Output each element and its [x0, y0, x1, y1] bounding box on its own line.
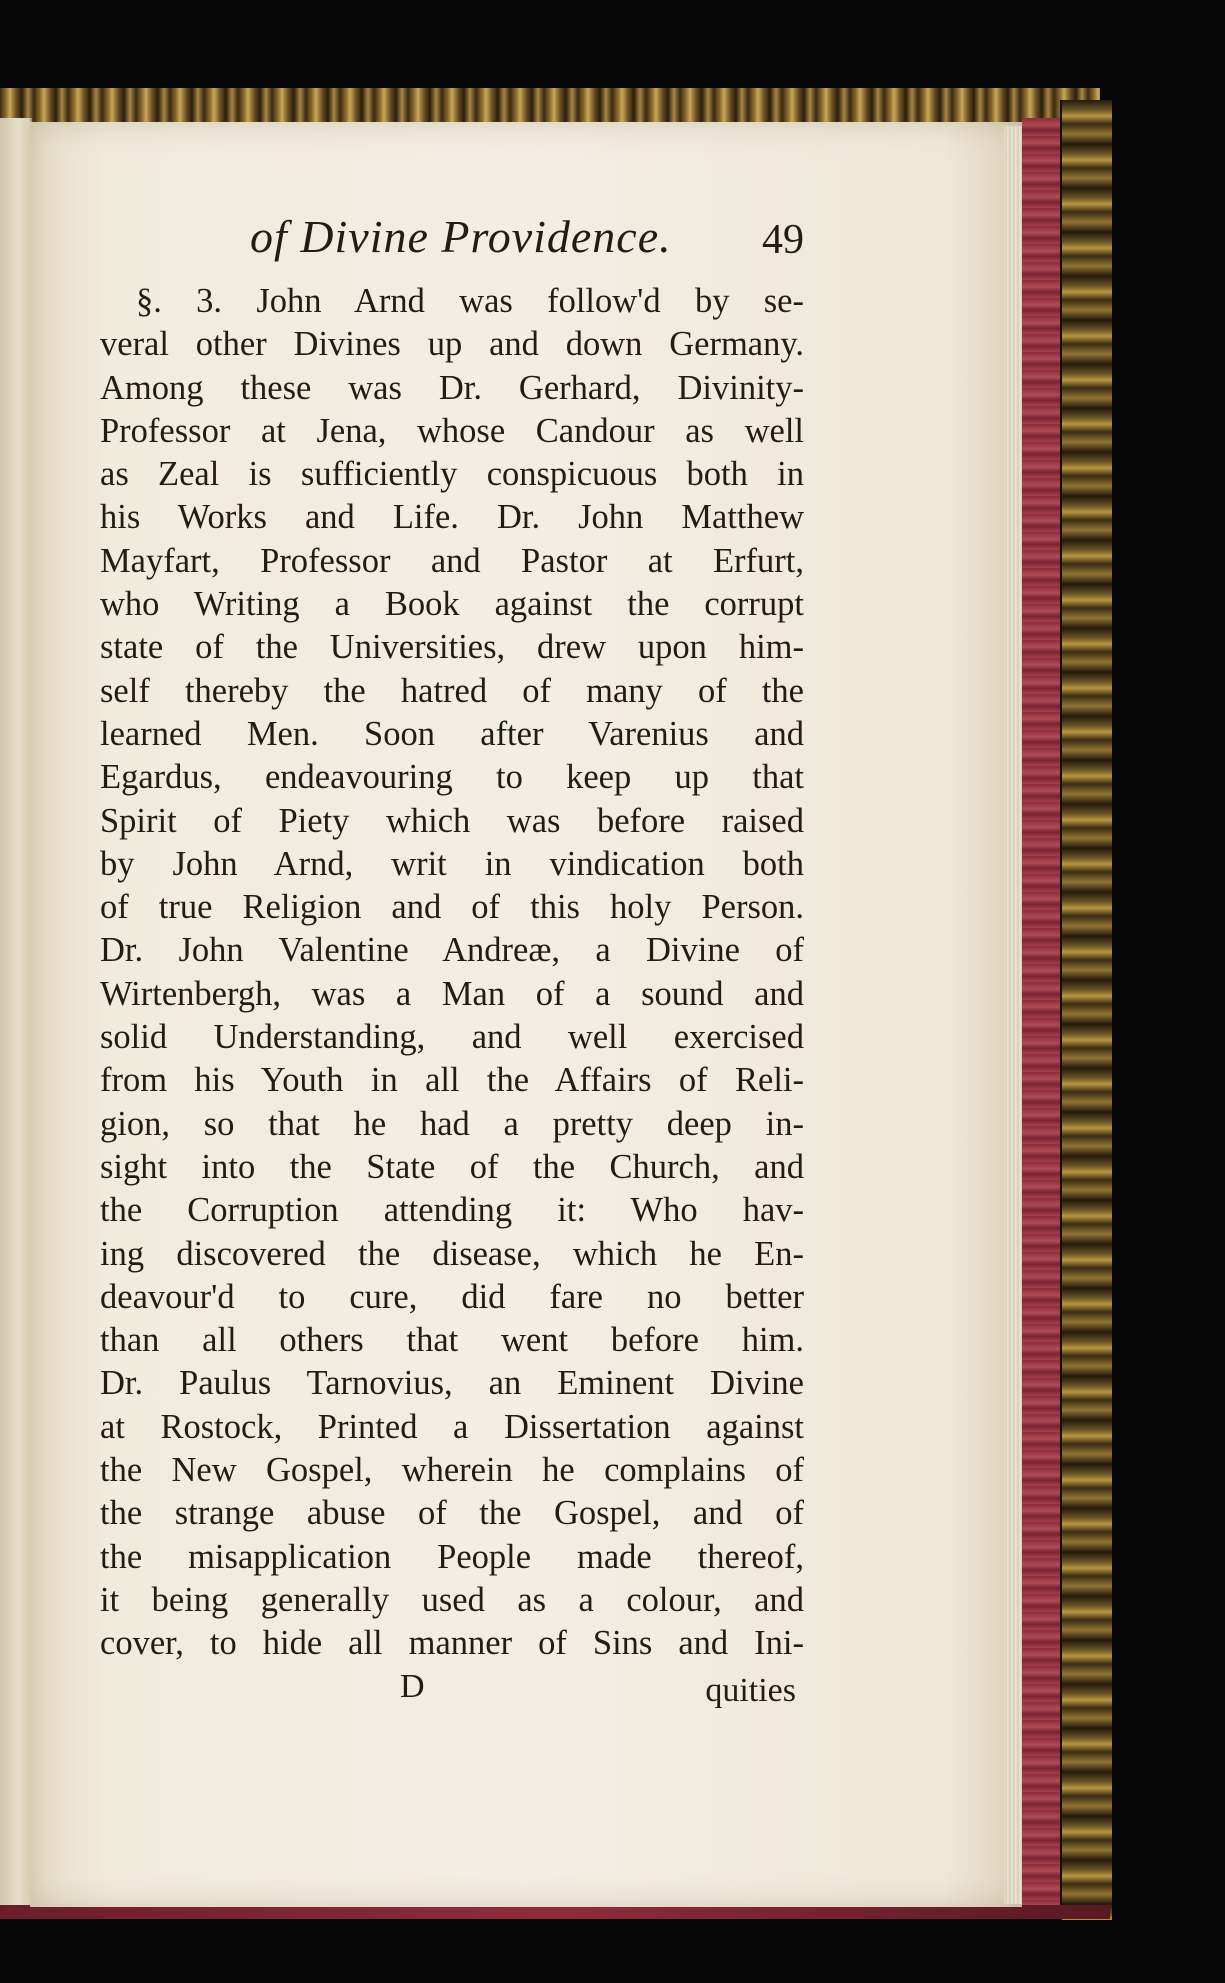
gilt-top-border	[0, 88, 1100, 125]
text-line: veral other Divines up and down Germany.	[100, 325, 804, 364]
text-line: Mayfart, Professor and Pastor at Erfurt,	[100, 541, 804, 580]
text-line: of true Religion and of this holy Person.	[100, 888, 804, 927]
text-line: Egardus, endeavouring to keep up that	[100, 758, 804, 797]
text-line: learned Men. Soon after Varenius and	[100, 714, 804, 753]
bottom-edge	[0, 1905, 1110, 1919]
text-line: the strange abuse of the Gospel, and of	[100, 1494, 804, 1533]
text-line: at Rostock, Printed a Dissertation against	[100, 1407, 804, 1446]
text-line: Dr. Paulus Tarnovius, an Eminent Divine	[100, 1364, 804, 1403]
text-line: his Works and Life. Dr. John Matthew	[100, 498, 804, 537]
catchword: quities	[705, 1671, 796, 1709]
red-fore-edge	[1022, 118, 1060, 1908]
signature-mark: D	[400, 1667, 425, 1705]
text-line: than all others that went before him.	[100, 1321, 804, 1360]
text-line: cover, to hide all manner of Sins and Ini-	[100, 1624, 804, 1663]
running-title: of Divine Providence.	[250, 211, 672, 262]
text-line: Spirit of Piety which was before raised	[100, 801, 804, 840]
text-line: Dr. John Valentine Andreæ, a Divine of	[100, 931, 804, 970]
text-line: deavour'd to cure, did fare no better	[100, 1277, 804, 1316]
left-facing-page	[0, 118, 32, 1908]
page-header	[100, 210, 804, 280]
page-stack-edges	[1004, 126, 1022, 1904]
page-text-block	[100, 210, 804, 1714]
page-number: 49	[762, 217, 804, 263]
text-line: who Writing a Book against the corrupt	[100, 585, 804, 624]
text-line: the misapplication People made thereof,	[100, 1537, 804, 1576]
body-text	[100, 280, 804, 1666]
text-line: Wirtenbergh, was a Man of a sound and	[100, 974, 804, 1013]
text-line: Among these was Dr. Gerhard, Divinity-	[100, 368, 804, 407]
text-line: the Corruption attending it: Who hav-	[100, 1191, 804, 1230]
text-line: state of the Universities, drew upon him-	[100, 628, 804, 667]
text-line: it being generally used as a colour, and	[100, 1580, 804, 1619]
text-line: self thereby the hatred of many of the	[100, 671, 804, 710]
text-line: Professor at Jena, whose Candour as well	[100, 411, 804, 450]
text-line: ing discovered the disease, which he En-	[100, 1234, 804, 1273]
page-footer	[100, 1668, 804, 1714]
text-line: as Zeal is sufficiently conspicuous both in	[100, 455, 804, 494]
text-line: solid Understanding, and well exercised	[100, 1018, 804, 1057]
text-line: sight into the State of the Church, and	[100, 1147, 804, 1186]
gilt-spine-border	[1060, 100, 1112, 1920]
text-line: from his Youth in all the Affairs of Reli-	[100, 1061, 804, 1100]
text-line: by John Arnd, writ in vindication both	[100, 844, 804, 883]
text-line: §. 3. John Arnd was follow'd by se-	[136, 282, 804, 320]
text-line: gion, so that he had a pretty deep in-	[100, 1104, 804, 1143]
text-line: the New Gospel, wherein he complains of	[100, 1451, 804, 1490]
